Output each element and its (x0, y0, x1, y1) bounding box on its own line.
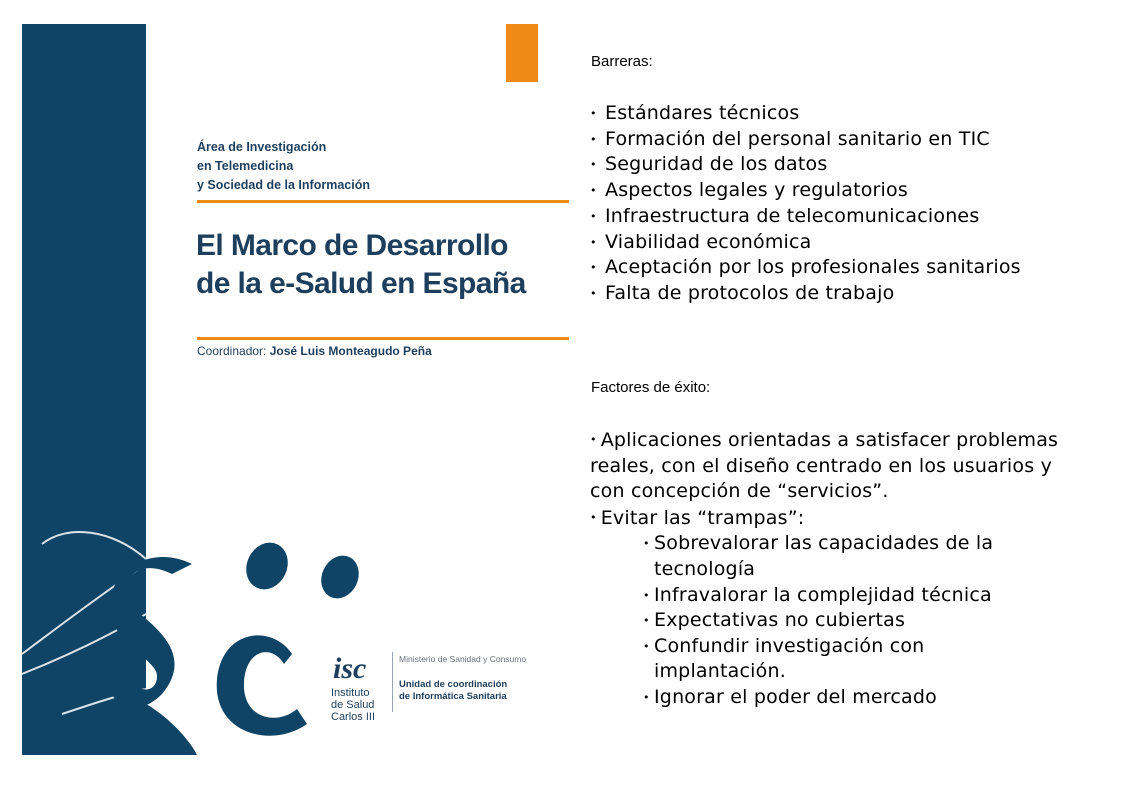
list-item: • Seguridad de los datos (590, 152, 1021, 178)
factor-point: • Aplicaciones orientadas a satisfacer problemas reales, con el diseño centrado en los usuarios y con concepción de “servicios”. (590, 429, 1059, 503)
bullet: • (590, 158, 597, 172)
factor-point: • Evitar las “trampas”: (590, 506, 805, 529)
factores-block (590, 427, 1090, 711)
ministry-name: Ministerio de Sanidad y Consumo (399, 654, 527, 664)
list-item: • Expectativas no cubiertas (643, 608, 1122, 634)
cover-title (196, 227, 526, 303)
unit-name (399, 679, 507, 703)
bullet: • (590, 510, 597, 524)
logo-divider (392, 652, 393, 712)
list-item: • Sobrevalorar las capacidades de la tecnología (643, 532, 994, 580)
cover-research-area (197, 138, 370, 195)
bullet: • (590, 286, 597, 300)
unit-line: de Informática Sanitaria (399, 691, 507, 702)
institute-line: Carlos III (331, 711, 376, 723)
cover-title-line: de la e-Salud en España (196, 267, 526, 300)
bullet: • (590, 209, 597, 223)
list-item: • Estándares técnicos (590, 101, 1021, 127)
institute-line: de Salud (331, 699, 375, 711)
bullet: • (643, 614, 650, 628)
isc-small-logo (331, 648, 381, 686)
bullet: • (590, 261, 597, 275)
list-item: • Aspectos legales y regulatorios (590, 178, 1021, 204)
bullet: • (590, 184, 597, 198)
list-item: • Ignorar el poder del mercado (643, 685, 1122, 711)
unit-line: Unidad de coordinación (399, 679, 508, 690)
bullet: • (643, 537, 650, 551)
factores-heading: Factores de éxito: (591, 379, 711, 396)
list-item: • Formación del personal sanitario en TIC (590, 127, 1021, 153)
bullet: • (590, 107, 597, 120)
isc-mark-text: isc (333, 652, 367, 685)
bullet: • (590, 433, 597, 446)
cover-area-line: en Telemedicina (197, 159, 294, 173)
cover-orange-tab (506, 24, 538, 82)
cover-divider-top (197, 200, 569, 203)
coordinator-label: Coordinador: (197, 344, 267, 358)
cover-title-line: El Marco de Desarrollo (196, 229, 508, 262)
list-item: • Infravalorar la complejidad técnica (643, 583, 1122, 609)
list-item: • Falta de protocolos de trabajo (590, 281, 1021, 307)
cover-divider-bottom (197, 337, 569, 340)
isc-swoosh-logo (22, 504, 382, 755)
cover-area-line: y Sociedad de la Información (197, 178, 370, 192)
barreras-list (590, 101, 1021, 307)
list-item: • Infraestructura de telecomunicaciones (590, 204, 1021, 230)
list-item: • Confundir investigación con implantación. (643, 634, 925, 683)
institute-line: Instituto (331, 687, 370, 699)
bullet: • (643, 690, 650, 704)
bullet: • (590, 132, 597, 146)
cover-coordinator (197, 344, 432, 358)
list-item: • Aceptación por los profesionales sanitarios (590, 255, 1021, 281)
institute-name (331, 687, 375, 723)
book-cover-image (22, 24, 569, 755)
bullet: • (643, 639, 650, 653)
barreras-heading: Barreras: (591, 53, 653, 70)
list-item: • Viabilidad económica (590, 230, 1021, 256)
coordinator-name: José Luis Monteagudo Peña (269, 344, 432, 358)
bullet: • (590, 235, 597, 249)
bullet: • (643, 588, 650, 602)
traps-list (643, 531, 1122, 710)
cover-area-line: Área de Investigación (197, 140, 327, 154)
